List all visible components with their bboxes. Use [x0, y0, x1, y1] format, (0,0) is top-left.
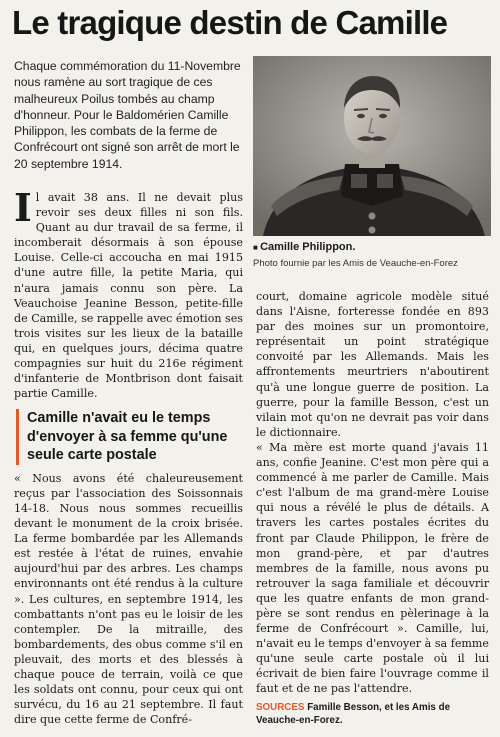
portrait-photo [253, 56, 491, 236]
paragraph-visit: « Nous avons été chaleureusement reçus par l'association des Soissonnais 14-18. Nous nous sommes recueillis devant le monument de la croix brisée. La ferme bombardée par les Allemands est restée à l'état de ruines, envahie aujourd'hui par des arbres. Les champs environnants ont été rendus à la culture ». Les cultures, en septembre 1914, les combattants n'ont pas eu le loisir de les contempler. De la mitraille, des bombardements, des obus comme s'il en pleuvait, des morts et des blessés à chaque pouce de terrain, voilà ce que les soldats ont connu, pour ceux qui ont survécu, du 16 au 21 septembre. Il faut dire que cette ferme de Confré- [14, 471, 243, 727]
article-column-left [14, 185, 243, 727]
paragraph-intro-text: l avait 38 ans. Il ne devait plus revoir ses deux filles ni son fils. Quant au dur travail de sa ferme, il incomberait désormais à son épouse Louise. Celle-ci accoucha en mai 1915 d'une autre fille, la petite Maria, qui n'aura jamais connu son père. La Veauchoise Jeanine Besson, petite-fille de Camille, se rappelle avec émotion ses trois visites sur les lieux de la bataille qui, en quelques jours, décima quatre compagnies sur huit du 216e régiment d'infanterie de Montbrison dont faisait partie Camille. [14, 191, 243, 401]
article-column-right [256, 289, 489, 727]
headline: Le tragique destin de Camille [12, 4, 448, 41]
dropcap: I [14, 185, 32, 230]
paragraph-ferme: court, domaine agricole modèle situé dans l'Aisne, forteresse fondée en 893 par des moines sur un promontoire, représentait un point stratégique convoité par les Allemands. Mais les affrontements meurtriers n'aboutirent qu'à une longue guerre de position. La guerre, pour la famille Besson, c'est un vilain mot qu'on ne devrait pas voir dans le dictionnaire. [256, 290, 489, 439]
sources [256, 701, 489, 727]
photo-caption [253, 241, 493, 270]
sources-tag: SOURCES [256, 701, 305, 713]
sources-text: Famille Besson, et les Amis de Veauche-en-Forez. [256, 701, 451, 726]
paragraph-intro [14, 185, 243, 401]
portrait-illustration [253, 56, 491, 236]
lede [14, 58, 242, 172]
subheading: Camille n'avait eu le temps d'envoyer à sa femme qu'une seule carte postale [16, 409, 243, 465]
caption-credit: Photo fournie par les Amis de Veauche-en-Forez [253, 258, 458, 269]
lede-text: Chaque commémoration du 11-Novembre nous ramène au sort tragique de ces malheureux Poilus tombés au champ d'honneur. Pour le Baldomérien Camille Philippon, les combats de la ferme de Confrécourt ont signé son arrêt de mort le 20 septembre 1914. [14, 59, 241, 171]
paragraph-quote: « Ma mère est morte quand j'avais 11 ans, confie Jeanine. C'est mon père qui a commencé à me parler de Camille. Mais c'est l'album de ma grand-mère Louise qui nous a révélé le plus de détails. A travers les cartes postales écrites du front par Claude Philippon, le frère de mon grand-père, et par d'autres membres de la famille, nous avons pu retrouver la saga familiale et découvrir que les quatre enfants de mon grand-père se sont rendus en pèlerinage à la ferme de Confrécourt ». Camille, lui, n'avait eu le temps d'envoyer à sa femme qu'une seule carte postale où il lui écrivait de bien faire l'ouvrage comme il faut et de ne pas l'attendre. [256, 440, 489, 696]
caption-name: ■ Camille Philippon. [253, 241, 493, 254]
